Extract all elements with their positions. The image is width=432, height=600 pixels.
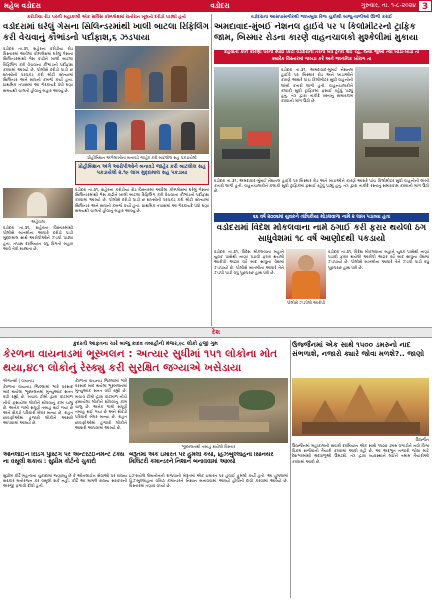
story5-body: ઉજ્જૈનમાં મહાકાલની સવારી દરમિયાન એક સાથે ૧૫૦૦ ડમરુ વગાડીને નવો વિશ્વ વિક્રમ સર્જવાની તૈયારી કરવામાં આવી રહી છે. આ અદ્ભુત નજારો જોવા માટે દેશભરમાંથી શ્રદ્ધાળુઓ ઉમટશે. તંત્ર દ્વારા વ્યવસ્થાને લઈને તમામ તૈયારીઓ કરવામાં આવી છે.: [292, 443, 429, 464]
issue-date: ગુરુવાર, તા. ૧-૮-૨૦૨૪: [360, 2, 416, 9]
story3-body-right: વડોદરા તા.૩૧, વિદેશ મોકલવાના બહાને યુવક પાસેથી નાણાં પડાવી ફરાર થયેલો આરોપી અઢાર વર્ષ બાદ સાધુના વેશમાં ઝડપાયો છે. પોલીસે બાતમીના આધારે તેને ઝડપી પાડી વધુ પૂછપરછ હાથ ધરી છે.: [328, 249, 429, 270]
story3-caption: પોલીસે ઝડપેલો આરોપી: [286, 300, 326, 305]
story4-photo: [129, 378, 288, 443]
story6-headline: ઓનલાઈન રિડિંગ પુસ્ટિંગ પર એન્ટરટેઈનમેન્ટ ટેક્સ ના વસૂલી શકાય : સુપ્રીમ કોર્ટનો ચુકાદો: [3, 452, 125, 466]
story1-caption: પ્રોહીબિશન અંગેલાખોના બનાવડે જાહેર કરી બાટલોલ સહ પકડાયેલો: [87, 155, 197, 160]
story7-body: ઇઝરાયેલે લેબનોનની રાજધાની બેરૂતમાં એક ઇમારત પર હવાઈ હુમલો કર્યો હતો. આ હુમલામાં હિઝબુલ્લાહના વરિષ્ઠ કમાન્ડરને નિશાન બનાવવામાં આવ્યો હોવાનો દાવો કરવામાં આવ્યો છે. વિસ્તારમાં તણાવ વધ્યો છે.: [129, 473, 288, 489]
story2-headline: અમદાવાદ-મુંબઈ નેશનલ હાઈવે પર ૫ કિલોમીટરનો ટ્રાફિક જામ, બિસ્માર રોડના કારણે વાહનચાલકો મુશ્કેલીમાં મુકાયા: [214, 22, 419, 43]
story3-photo: [286, 249, 326, 299]
story7-headline: બેરૂતમાં એક ઇમારત પર હુમલો કર્યો, હિઝબુલ્લાહના સિનિયર મિલિટરી કમાન્ડરને નિશાન બનાવવામાં આવ્યો: [129, 452, 274, 466]
story4-byline: એજન્સી | વાયનાડ: [3, 378, 35, 383]
story1-sub-body-right: વડોદરા તા.૩૧, શહેરના કરોડીયા રોડ વિસ્તારમાં આવેલા કોમ્પ્લેક્ષમાં ઘરેલું ગેસના સિલિન્ડરમાંથી ગેસ કાઢીને ખાલી બાટલા રિફિલિંગ કરી વેચવાના કૌભાંડનો પર્દાફાશ કરવામાં આવ્યો છે. પોલીસે દરોડો પાડી છ શખ્સોની ધરપકડ કરી મોટી સંખ્યામાં સિલિન્ડર અને સાધનો કબજે કર્યા હતા. પ્રાથમિક તપાસમાં આ ગેરકાયદે ધંધો ઘણા સમયથી ચાલતો હોવાનું બહાર આવ્યું છે.: [75, 187, 209, 213]
story3-kicker: ૬૬ વર્ષે ૨૦૦૬માં યુવકને તાંત્રિકીયા મોડલવાળા નામે ૨ લાખ પડાવ્યા હતા: [214, 213, 429, 222]
story1-kicker: કરોડીયા રોડ પરની મહાકાલી એક સર્વિસ કોમ્પ્લેક્ષમાં રાતોરાત ખૂલતો દરોડો પાડ્યો હતો: [27, 15, 186, 20]
story5-byline: ઉજ્જૈન: [415, 437, 429, 442]
column-divider: [211, 14, 212, 326]
column-divider-lower: [290, 340, 291, 598]
story1-headline: વડોદરામાં ઘરેલું ગેસના સિલિન્ડરમાંથી ખાલી બાટલા રિફિલિંગ કરી વેચવાનું કૌભાંડનો પર્દાફાશ,૬ ઝડપાયા: [3, 22, 209, 43]
story4-body-mid: કેરળના વાયનાડ જિલ્લામાં ભારે વરસાદ બાદ થયેલા ભૂસ્ખલનમાં મૃત્યુઆંક સતત વધી રહ્યો છે. બચાવ ટીમો દ્વારા કાટમાળ નીચે ફસાયેલા લોકોને શોધવાનું કામ ચાલુ છે. અનેક ગામો સંપૂર્ણ તબાહ થઈ ગયા છે અને સેંકડો પરિવારો બેઘર બન્યા છે. રાહત છાવણીઓમાં હજારો લોકોને આશરો આપવામાં આવ્યો છે.: [75, 378, 127, 430]
story1-body: વડોદરા તા.૩૧, શહેરના કરોડીયા રોડ વિસ્તારમાં આવેલા કોમ્પ્લેક્ષમાં ઘરેલું ગેસના સિલિન્ડરમાંથી ગેસ કાઢીને ખાલી બાટલા રિફિલિંગ કરી વેચવાના કૌભાંડનો પર્દાફાશ કરવામાં આવ્યો છે. પોલીસે દરોડો પાડી છ શખ્સોની ધરપકડ કરી મોટી સંખ્યામાં સિલિન્ડર અને સાધનો કબજે કર્યા હતા. પ્રાથમિક તપાસમાં આ ગેરકાયદે ધંધો ઘણા સમયથી ચાલતો હોવાનું બહાર આવ્યું છે.: [3, 46, 73, 93]
story3-headline: વડોદરામાં વિદેશ મોકલવાના નામે ઠગાઈ કરી ફરાર થયેલો ઠગ સાધુવેશમાં ૧૮ વર્ષે આણોદથી પકડાયો: [216, 223, 427, 244]
story1-photo-bottom: [75, 110, 209, 154]
page-header: [0, 0, 432, 12]
story1-photo-top: [75, 46, 209, 109]
story2-subhead: કહેવાતી કાન કારણા પરની સ્પાઈ કિટી વડોદરાની તરના બધે ટ્રેન્કા થઈ રહે, જ્યાં જુઓ ત્યાં ખાડા-ખાડા તો ક્યારેક વિસ્તારમાં ગાબડા કરે અને જાનનિક ખોરાગ તા: [214, 50, 429, 64]
story1-sub-photo: [3, 188, 73, 218]
story2-photo-right: [355, 67, 429, 177]
story6-body: સુપ્રીમ કોર્ટે મહત્વના ચુકાદામાં જણાવ્યું છે કે ઓનલાઈન સેવાઓ પર રાજ્ય સરકાર મનોરંજન કર વસૂલી શકે નહીં. કોર્ટે આ મામલે રાજ્ય સરકારની અરજી ફગાવી દીધી હતી.: [3, 473, 127, 489]
story2-kicker: વડોદરાના આસપાસગીરથી જાખબુધા રિજ ચુકીથી બાજુ-વાળીઓ ઊભી કરાઈ: [250, 15, 393, 20]
story4-kicker: કુદરતી આફતના ચારે બાજુ કાદવ તબાહીની મંજર,૯૮ લોકો હજી ગુમ: [73, 341, 218, 347]
section-divider: [0, 327, 432, 338]
story4-body-left: કેરળના વાયનાડ જિલ્લામાં ભારે વરસાદ બાદ થયેલા ભૂસ્ખલનમાં મૃત્યુઆંક સતત વધી રહ્યો છે. બચાવ ટીમો દ્વારા કાટમાળ નીચે ફસાયેલા લોકોને શોધવાનું કામ ચાલુ છે. અનેક ગામો સંપૂર્ણ તબાહ થઈ ગયા છે અને સેંકડો પરિવારો બેઘર બન્યા છે. રાહત છાવણીઓમાં હજારો લોકોને આશરો આપવામાં આવ્યો છે.: [3, 384, 73, 426]
story1-sub-byline: અહેવાલ: [31, 219, 45, 224]
story2-photo-left: [214, 67, 279, 177]
story5-headline: ઉજ્જૈનમાં એક સાથે ૧૫૦૦ ડમરુનો નાદ સંભળાશે, નજારો ક્યારે જોવા મળશે?.. જાણો: [292, 340, 425, 358]
section-label: દેશ: [212, 329, 220, 336]
story1-sub-body-left: વડોદરા તા.૩૧, શહેરના વિસ્તારમાંથી પોલીસે બાતમીના આધારે દરોડો પાડી મુદ્દામાલ સાથે આરોપીઓને ઝડપી પાડ્યા હતા. તપાસ દરમિયાન વધુ વિગતો બહાર આવે તેવી શક્યતા છે.: [3, 225, 73, 251]
page-number: 3: [418, 0, 432, 12]
story5-photo: [292, 378, 429, 436]
city-title: વડોદરા: [210, 2, 230, 10]
story2-body-bottom: વડોદરા તા.૩૧, અમદાવાદ-મુંબઈ નેશનલ હાઈવે પર બિસ્માર રોડ અને ખાડાઓને કારણે આશરે પાંચ કિલોમીટર સુધી વાહનોની લાંબી કતારો લાગી હતી. વાહનચાલકોને કલાકો સુધી ટ્રાફિકમાં ફસાઈ રહેવું પડ્યું હતું. તંત્ર દ્વારા તાકીદે રસ્તાનું સમારકામ કરવાની માંગ ઉઠી છે.: [214, 178, 429, 194]
story1-sub-headline: પ્રોહીબિશન અંગે આરોપીઓને બનાવડે જાહેર કરી બાટલોલ સહ પકડાયેલો ૨.૧૯ લાખ મુદ્દામાલ સહ પકડાયા: [75, 161, 209, 185]
section-title: મહેલ વડોદરા: [4, 2, 41, 10]
story3-body-left: વડોદરા તા.૩૧, વિદેશ મોકલવાના બહાને યુવક પાસેથી નાણાં પડાવી ફરાર થયેલો આરોપી અઢાર વર્ષ બાદ સાધુના વેશમાં ઝડપાયો છે. પોલીસે બાતમીના આધારે તેને ઝડપી પાડી વધુ પૂછપરછ હાથ ધરી છે.: [214, 249, 284, 275]
story4-photo-caption: ભૂસ્ખલનથી તબાહ થયેલો વિસ્તાર: [181, 444, 236, 449]
story4-headline: કેરળના વાયનાડમાં ભૂસ્ખલન : અત્યાર સુધીમાં ૧૫૧ લોકોના મોત થયા,૪૮૧ લોકોનું રેસ્ક્યુ કરી સુરક્ષિત જગ્યાએ ખસેડાયા: [3, 348, 278, 374]
story2-body-mid: વડોદરા તા.૩૧, અમદાવાદ-મુંબઈ નેશનલ હાઈવે પર બિસ્માર રોડ અને ખાડાઓને કારણે આશરે પાંચ કિલોમીટર સુધી વાહનોની લાંબી કતારો લાગી હતી. વાહનચાલકોને કલાકો સુધી ટ્રાફિકમાં ફસાઈ રહેવું પડ્યું હતું. તંત્ર દ્વારા તાકીદે રસ્તાનું સમારકામ કરવાની માંગ ઉઠી છે.: [281, 67, 353, 104]
